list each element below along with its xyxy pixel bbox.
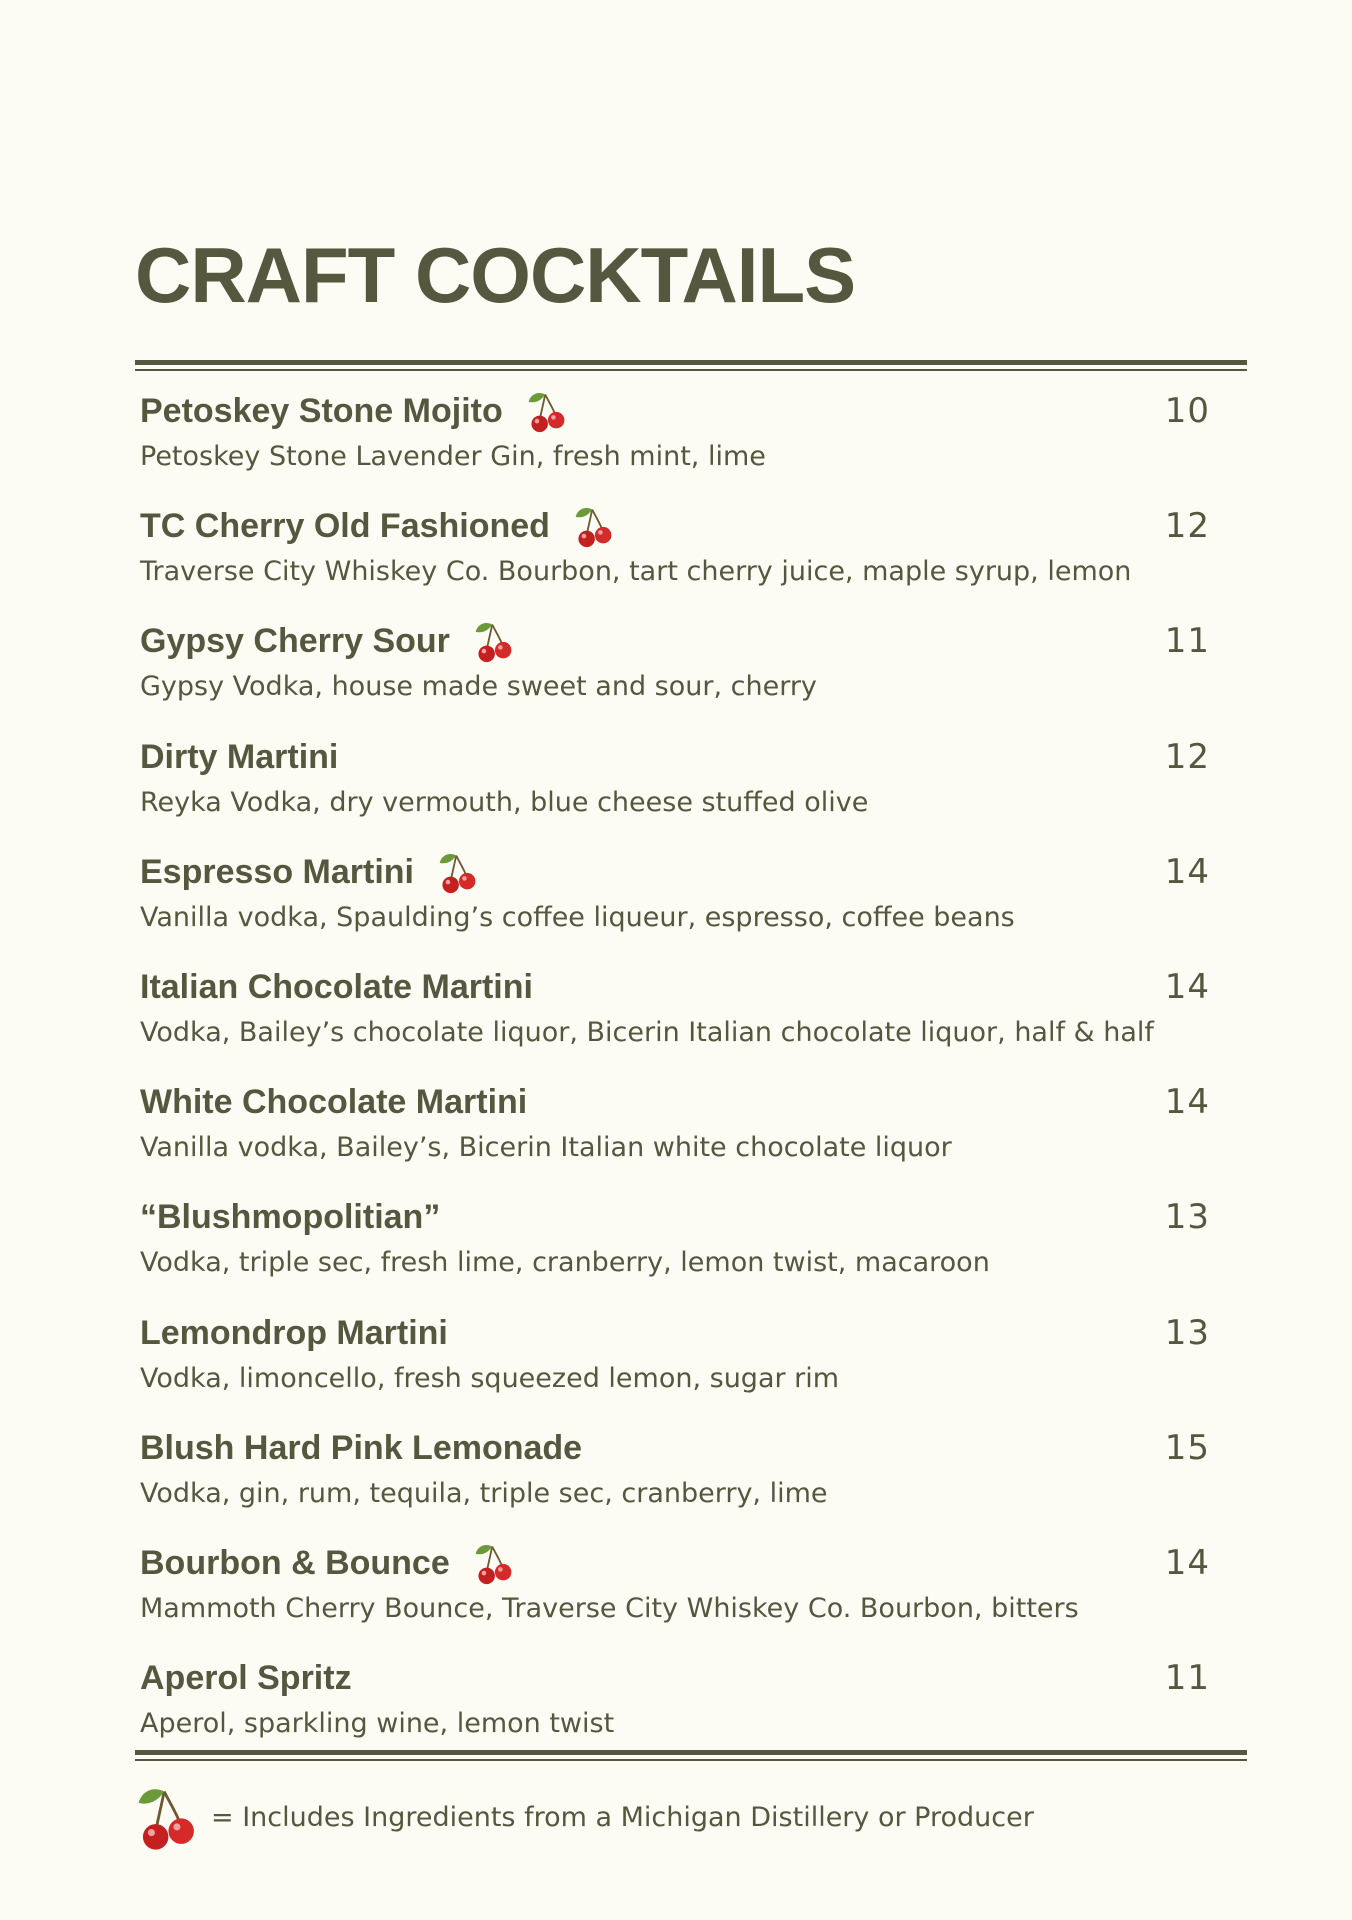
top-divider [135, 360, 1247, 372]
item-name: Petoskey Stone Mojito [140, 392, 503, 430]
menu-item [140, 615, 1220, 730]
legend-footnote [133, 1783, 1034, 1851]
item-description: Vodka, limoncello, fresh squeezed lemon, sugar rim [140, 1362, 840, 1394]
item-name-row [140, 1652, 1220, 1704]
item-price: 14 [1164, 966, 1210, 1007]
menu-item [140, 731, 1220, 846]
menu-item [140, 1422, 1220, 1537]
item-price: 10 [1164, 391, 1210, 431]
item-name-row [140, 1307, 1220, 1359]
item-price: 11 [1164, 621, 1210, 662]
item-name: TC Cherry Old Fashioned [140, 507, 550, 546]
item-name: Gypsy Cherry Sour [140, 622, 450, 661]
cherry-icon [133, 1783, 201, 1851]
item-price: 14 [1164, 1542, 1210, 1583]
item-name-row [140, 1191, 1220, 1243]
item-name-row [140, 500, 1220, 552]
item-name-row [140, 731, 1220, 783]
item-price: 15 [1164, 1427, 1210, 1468]
item-price: 13 [1164, 1197, 1210, 1238]
item-description: Aperol, sparkling wine, lemon twist [140, 1708, 615, 1740]
cherry-icon [472, 1541, 516, 1585]
menu-item [140, 846, 1220, 961]
item-name: Espresso Martini [140, 852, 414, 891]
item-name: “Blushmopolitian” [140, 1198, 441, 1237]
item-name: Italian Chocolate Martini [140, 967, 533, 1006]
item-name-row [140, 1422, 1220, 1474]
item-name: White Chocolate Martini [140, 1083, 528, 1122]
item-description: Reyka Vodka, dry vermouth, blue cheese stuffed olive [140, 786, 869, 818]
item-name-row [140, 846, 1220, 898]
item-description: Vodka, gin, rum, tequila, triple sec, cranberry, lime [140, 1477, 828, 1509]
footnote-text: = Includes Ingredients from a Michigan Distillery or Producer [211, 1801, 1034, 1833]
item-price: 12 [1164, 506, 1210, 547]
item-name: Aperol Spritz [140, 1659, 352, 1698]
item-name-row [140, 1537, 1220, 1589]
item-name-row [140, 385, 1220, 437]
item-price: 13 [1164, 1312, 1210, 1353]
cherry-icon [436, 850, 480, 894]
menu-item [140, 1307, 1220, 1422]
item-name: Dirty Martini [140, 737, 339, 776]
cherry-icon [525, 389, 569, 433]
item-description: Traverse City Whiskey Co. Bourbon, tart cherry juice, maple syrup, lemon [140, 556, 1132, 588]
item-price: 14 [1164, 851, 1210, 892]
cherry-icon [572, 504, 616, 548]
item-name: Bourbon & Bounce [140, 1543, 450, 1582]
cocktail-list [140, 385, 1220, 1767]
menu-title: CRAFT COCKTAILS [135, 231, 856, 319]
item-description: Vanilla vodka, Spaulding’s coffee liqueur, espresso, coffee beans [140, 901, 1015, 933]
menu-item [140, 1076, 1220, 1191]
item-description: Mammoth Cherry Bounce, Traverse City Whiskey Co. Bourbon, bitters [140, 1592, 1079, 1624]
menu-item [140, 961, 1220, 1076]
item-description: Gypsy Vodka, house made sweet and sour, cherry [140, 671, 817, 703]
item-description: Vodka, triple sec, fresh lime, cranberry, lemon twist, macaroon [140, 1247, 990, 1279]
menu-item [140, 1191, 1220, 1306]
cherry-icon [472, 619, 516, 663]
menu-item [140, 500, 1220, 615]
item-price: 14 [1164, 1082, 1210, 1123]
menu-item [140, 1537, 1220, 1652]
item-name-row [140, 961, 1220, 1013]
item-price: 11 [1164, 1658, 1210, 1699]
item-description: Vodka, Bailey’s chocolate liquor, Bicerin Italian chocolate liquor, half & half [140, 1016, 1154, 1048]
item-price: 12 [1164, 736, 1210, 777]
item-description: Petoskey Stone Lavender Gin, fresh mint, lime [140, 441, 766, 472]
item-name-row [140, 615, 1220, 667]
item-description: Vanilla vodka, Bailey’s, Bicerin Italian white chocolate liquor [140, 1132, 952, 1164]
item-name: Lemondrop Martini [140, 1313, 448, 1352]
bottom-divider [135, 1750, 1247, 1762]
item-name-row [140, 1076, 1220, 1128]
item-name: Blush Hard Pink Lemonade [140, 1428, 583, 1467]
menu-item [140, 385, 1220, 500]
